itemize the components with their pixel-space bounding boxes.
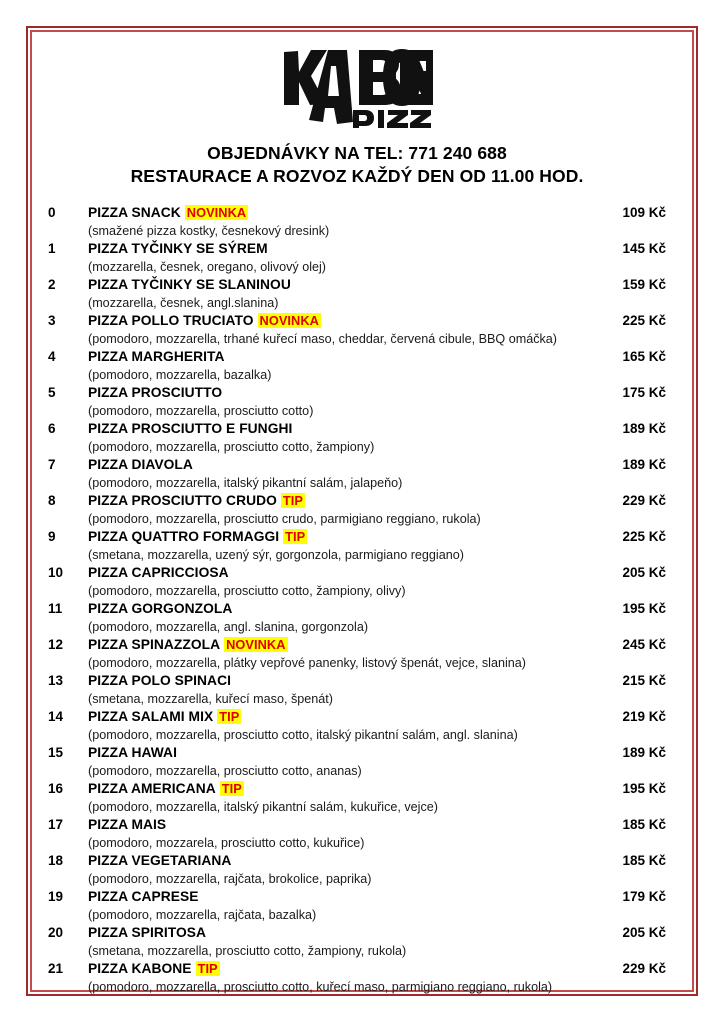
menu-item-number: 8: [48, 493, 56, 508]
menu-item: [48, 816, 666, 852]
menu-item-description: (pomodoro, mozzarella, angl. slanina, gorgonzola): [88, 620, 369, 634]
menu-item-number: 0: [48, 205, 56, 220]
menu-item: [48, 600, 666, 636]
menu-item-badge: TIP: [282, 493, 303, 508]
menu-item-description: (pomodoro, mozzarella, italský pikantní salám, jalapeňo): [88, 476, 403, 490]
menu-item: [48, 528, 666, 564]
menu-item-description: (pomodoro, mozzarella, prosciutto cotto, kuřecí maso, parmigiano reggiano, rukola): [88, 980, 553, 994]
menu-item-name-text: PIZZA HAWAI: [88, 745, 177, 760]
menu-item-number: 15: [48, 745, 64, 760]
menu-item-name: [88, 672, 604, 690]
menu-item-price: 229 Kč: [622, 493, 666, 508]
opening-hours-line: RESTAURACE A ROZVOZ KAŽDÝ DEN OD 11.00 HOD.: [130, 166, 584, 186]
menu-item-name-text: PIZZA PROSCIUTTO: [88, 385, 223, 400]
menu-item-number: 6: [48, 421, 56, 436]
menu-item-name: [88, 564, 604, 582]
menu-item-name-text: PIZZA MAIS: [88, 817, 167, 832]
menu-item-description: (pomodoro, mozzarela, prosciutto cotto, kukuřice): [88, 836, 365, 850]
menu-item-header: [48, 564, 666, 582]
menu-item-name: [88, 888, 604, 906]
menu-item-header: [48, 528, 666, 546]
menu-item-header: [48, 240, 666, 258]
menu-item-header: [48, 888, 666, 906]
menu-item-number: 18: [48, 853, 64, 868]
menu-item: [48, 420, 666, 456]
menu-item-price: 175 Kč: [622, 385, 666, 400]
menu-item-name: [88, 312, 604, 330]
menu-item: [48, 456, 666, 492]
menu-item-name: [88, 456, 604, 474]
menu-item-number: 14: [48, 709, 64, 724]
menu-item-name: [88, 528, 604, 546]
menu-item-badge: NOVINKA: [226, 637, 286, 652]
menu-item-description: (pomodoro, mozzarella, bazalka): [88, 368, 272, 382]
menu-item-price: 219 Kč: [622, 709, 666, 724]
menu-item-description: (pomodoro, mozzarella, italský pikantní salám, kukuřice, vejce): [88, 800, 438, 814]
menu-item-number: 5: [48, 385, 56, 400]
menu-item-header: [48, 924, 666, 942]
menu-item-name-text: PIZZA SPINAZZOLA: [88, 637, 221, 652]
menu-item-number: 16: [48, 781, 64, 796]
menu-item-name: [88, 240, 604, 258]
brand-logo: [38, 46, 676, 138]
menu-item-price: 165 Kč: [622, 349, 666, 364]
menu-item-description: (smetana, mozzarella, kuřecí maso, špenát): [88, 692, 333, 706]
menu-item-name-text: PIZZA TYČINKY SE SLANINOU: [88, 277, 291, 292]
menu-item-header: [48, 816, 666, 834]
menu-item-name-text: PIZZA QUATTRO FORMAGGI: [88, 529, 280, 544]
menu-item: [48, 672, 666, 708]
menu-item-description: (pomodoro, mozzarella, prosciutto cotto, italský pikantní salám, angl. slanina): [88, 728, 518, 742]
menu-item-badge: NOVINKA: [259, 313, 319, 328]
menu-item-name-text: PIZZA SALAMI MIX: [88, 709, 214, 724]
menu-item-name-text: PIZZA POLLO TRUCIATO: [88, 313, 254, 328]
menu-item-name: [88, 420, 604, 438]
menu-item-name-text: PIZZA KABONE: [88, 961, 192, 976]
menu-item: [48, 960, 666, 996]
kabone-pizza-logo-icon: [281, 46, 433, 128]
menu-item: [48, 492, 666, 528]
menu-item-name: [88, 600, 604, 618]
menu-item: [48, 744, 666, 780]
menu-item-number: 10: [48, 565, 64, 580]
menu-item-name: [88, 960, 604, 978]
menu-item-description: (smažené pizza kostky, česnekový dresink): [88, 224, 330, 238]
menu-item-name-text: PIZZA AMERICANA: [88, 781, 216, 796]
menu-item-price: 185 Kč: [622, 817, 666, 832]
menu-item-header: [48, 780, 666, 798]
menu-item-header: [48, 852, 666, 870]
menu-item-name-text: PIZZA POLO SPINACI: [88, 673, 231, 688]
menu-item-description: (pomodoro, mozzarella, prosciutto cotto, ananas): [88, 764, 362, 778]
menu-item-header: [48, 276, 666, 294]
pizza-menu-list: [38, 204, 676, 996]
menu-item-description: (pomodoro, mozzarella, rajčata, brokolice, paprika): [88, 872, 372, 886]
menu-item-price: 225 Kč: [622, 529, 666, 544]
menu-item-number: 19: [48, 889, 64, 904]
menu-item-price: 229 Kč: [622, 961, 666, 976]
menu-item-description: (pomodoro, mozzarella, prosciutto cotto): [88, 404, 314, 418]
menu-item-badge: NOVINKA: [186, 205, 247, 220]
menu-item-header: [48, 708, 666, 726]
menu-item-header: [48, 420, 666, 438]
menu-item-number: 21: [48, 961, 64, 976]
menu-item-header: [48, 600, 666, 618]
menu-item-name: [88, 708, 604, 726]
menu-item-name-text: PIZZA MARGHERITA: [88, 349, 225, 364]
menu-item-header: [48, 456, 666, 474]
menu-item-number: 7: [48, 457, 56, 472]
menu-item-name-text: PIZZA CAPRESE: [88, 889, 199, 904]
menu-item-name-text: PIZZA PROSCIUTTO E FUNGHI: [88, 421, 293, 436]
menu-item: [48, 852, 666, 888]
menu-item-name: [88, 780, 604, 798]
menu-item: [48, 204, 666, 240]
menu-item-header: [48, 960, 666, 978]
contact-header: [38, 142, 676, 188]
menu-item-name: [88, 816, 604, 834]
menu-item-price: 145 Kč: [622, 241, 666, 256]
menu-item-name: [88, 204, 604, 222]
menu-item-price: 185 Kč: [622, 853, 666, 868]
menu-item-badge: TIP: [221, 781, 242, 796]
menu-item-price: 179 Kč: [622, 889, 666, 904]
menu-item-header: [48, 636, 666, 654]
menu-item-description: (pomodoro, mozzarella, prosciutto cotto, žampiony, olivy): [88, 584, 406, 598]
menu-item-name: [88, 924, 604, 942]
menu-item-number: 3: [48, 313, 56, 328]
menu-item-name-text: PIZZA SNACK: [88, 205, 181, 220]
menu-item-name-text: PIZZA GORGONZOLA: [88, 601, 233, 616]
menu-item-number: 17: [48, 817, 64, 832]
menu-item-name: [88, 276, 604, 294]
menu-item: [48, 924, 666, 960]
menu-item-price: 195 Kč: [622, 781, 666, 796]
menu-item-name: [88, 384, 604, 402]
menu-item-header: [48, 348, 666, 366]
menu-item: [48, 708, 666, 744]
menu-item-name-text: PIZZA DIAVOLA: [88, 457, 193, 472]
menu-item: [48, 780, 666, 816]
menu-item-badge: TIP: [219, 709, 240, 724]
menu-item-number: 9: [48, 529, 56, 544]
menu-item-description: (smetana, mozzarella, prosciutto cotto, žampiony, rukola): [88, 944, 407, 958]
menu-item-badge: TIP: [197, 961, 218, 976]
menu-item: [48, 564, 666, 600]
menu-item-price: 245 Kč: [622, 637, 666, 652]
menu-item-price: 195 Kč: [622, 601, 666, 616]
menu-item-name: [88, 348, 604, 366]
menu-item: [48, 312, 666, 348]
menu-item-price: 205 Kč: [622, 925, 666, 940]
menu-item-name-text: PIZZA PROSCIUTTO CRUDO: [88, 493, 277, 508]
menu-item-name: [88, 852, 604, 870]
menu-item-header: [48, 744, 666, 762]
menu-item-name-text: PIZZA CAPRICCIOSA: [88, 565, 229, 580]
menu-item-name: [88, 744, 604, 762]
menu-item-name: [88, 492, 604, 510]
menu-item-price: 225 Kč: [622, 313, 666, 328]
menu-item-number: 13: [48, 673, 64, 688]
menu-item-header: [48, 672, 666, 690]
menu-item-header: [48, 492, 666, 510]
menu-item-name-text: PIZZA VEGETARIANA: [88, 853, 232, 868]
menu-item-description: (mozzarella, česnek, oregano, olivový olej): [88, 260, 326, 274]
menu-item-header: [48, 384, 666, 402]
order-phone-line: OBJEDNÁVKY NA TEL: 771 240 688: [207, 143, 507, 163]
menu-item-number: 11: [48, 601, 63, 616]
menu-item: [48, 888, 666, 924]
menu-item-description: (pomodoro, mozzarella, rajčata, bazalka): [88, 908, 317, 922]
menu-item-number: 2: [48, 277, 56, 292]
menu-item-description: (pomodoro, mozzarella, prosciutto crudo, parmigiano reggiano, rukola): [88, 512, 481, 526]
menu-item-description: (pomodoro, mozzarella, prosciutto cotto, žampiony): [88, 440, 375, 454]
menu-item-description: (mozzarella, česnek, angl.slanina): [88, 296, 279, 310]
menu-item-price: 215 Kč: [622, 673, 666, 688]
menu-item-name-text: PIZZA SPIRITOSA: [88, 925, 207, 940]
menu-item-number: 20: [48, 925, 64, 940]
menu-item-number: 4: [48, 349, 56, 364]
menu-item-price: 205 Kč: [622, 565, 666, 580]
menu-item: [48, 240, 666, 276]
menu-item-header: [48, 312, 666, 330]
menu-item: [48, 276, 666, 312]
menu-item-header: [48, 204, 666, 222]
menu-item-price: 189 Kč: [622, 457, 666, 472]
menu-item: [48, 636, 666, 672]
menu-item-description: (smetana, mozzarella, uzený sýr, gorgonzola, parmigiano reggiano): [88, 548, 464, 562]
menu-item-number: 12: [48, 637, 64, 652]
menu-item-price: 189 Kč: [622, 421, 666, 436]
menu-item-name-text: PIZZA TYČINKY SE SÝREM: [88, 241, 268, 256]
menu-item-price: 189 Kč: [622, 745, 666, 760]
menu-item-badge: TIP: [285, 529, 306, 544]
menu-item: [48, 348, 666, 384]
menu-item-number: 1: [48, 241, 56, 256]
menu-item-name: [88, 636, 604, 654]
menu-item-description: (pomodoro, mozzarella, plátky vepřové panenky, listový špenát, vejce, slanina): [88, 656, 526, 670]
menu-item-price: 159 Kč: [622, 277, 666, 292]
menu-item: [48, 384, 666, 420]
menu-item-description: (pomodoro, mozzarella, trhané kuřecí maso, cheddar, červená cibule, BBQ omáčka): [88, 332, 557, 346]
menu-item-price: 109 Kč: [622, 205, 666, 220]
